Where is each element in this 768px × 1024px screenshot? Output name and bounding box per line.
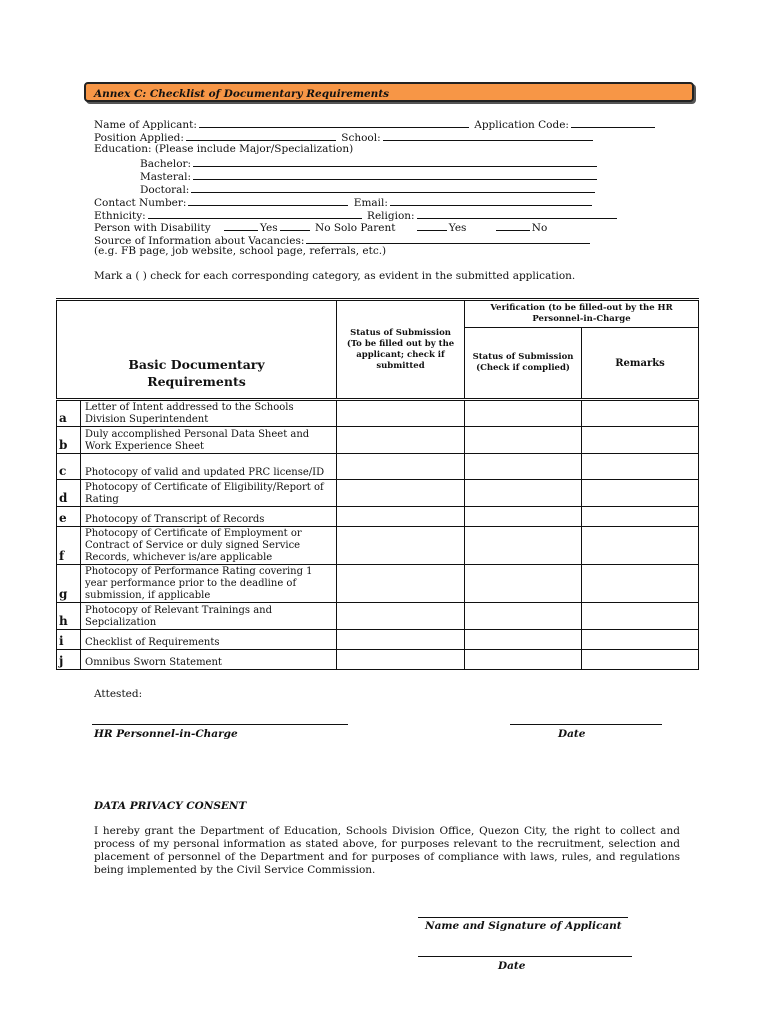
col-verification-label: Verification (to be filled-out by the HR Personnel-in-Charge — [490, 303, 673, 324]
row-requirement: Duly accomplished Personal Data Sheet and Work Experience Sheet — [81, 427, 337, 454]
doctoral-field[interactable] — [191, 182, 595, 193]
verify-status-cell[interactable] — [465, 565, 582, 603]
doctoral-label: Doctoral: — [140, 184, 190, 196]
app-code-label: Application Code: — [474, 119, 569, 131]
row-letter: i — [57, 630, 81, 650]
col-status-check-label: Status of Submission (Check if complied) — [472, 352, 574, 373]
solo-yes-field[interactable] — [417, 220, 447, 231]
religion-label: Religion: — [367, 210, 415, 222]
ethnicity-field[interactable] — [148, 208, 362, 219]
masteral-field[interactable] — [193, 169, 597, 180]
contact-label: Contact Number: — [94, 197, 187, 209]
remarks-cell[interactable] — [582, 427, 699, 454]
table-row — [57, 427, 699, 454]
verify-status-cell[interactable] — [465, 454, 582, 480]
row-letter: a — [57, 400, 81, 427]
remarks-cell[interactable] — [582, 630, 699, 650]
remarks-cell[interactable] — [582, 507, 699, 527]
pwd-yes-label: Yes — [260, 222, 278, 234]
school-label: School: — [341, 132, 381, 144]
row-requirement: Photocopy of Transcript of Records — [81, 507, 337, 527]
remarks-cell[interactable] — [582, 480, 699, 507]
masteral-label: Masteral: — [140, 171, 192, 183]
solo-no-label: No — [531, 222, 548, 234]
table-row — [57, 400, 699, 427]
row-requirement: Photocopy of Certificate of Eligibility/Report of Rating — [81, 480, 337, 507]
remarks-cell[interactable] — [582, 454, 699, 480]
remarks-cell[interactable] — [582, 400, 699, 427]
row-letter: d — [57, 480, 81, 507]
pwd-yes-field[interactable] — [224, 220, 258, 231]
row-requirement: Photocopy of Performance Rating covering 1 year performance prior to the deadline of submission, if applicable — [81, 565, 337, 603]
hr-signature-line[interactable] — [92, 724, 348, 725]
email-field[interactable] — [390, 195, 592, 206]
religion-field[interactable] — [417, 208, 617, 219]
status-cell[interactable] — [337, 603, 465, 630]
verify-status-cell[interactable] — [465, 427, 582, 454]
col-status-check-header — [465, 328, 582, 400]
app-code-field[interactable] — [571, 117, 655, 128]
applicant-date-line[interactable] — [418, 956, 632, 957]
hr-date-line[interactable] — [510, 724, 662, 725]
verify-status-cell[interactable] — [465, 603, 582, 630]
source-label: Source of Information about Vacancies: — [94, 235, 305, 247]
verify-status-cell[interactable] — [465, 400, 582, 427]
table-row — [57, 650, 699, 670]
attested-label: Attested: — [94, 688, 143, 700]
annex-title: Annex C: Checklist of Documentary Requirements — [84, 82, 694, 102]
contact-field[interactable] — [188, 195, 348, 206]
consent-text: I hereby grant the Department of Education, Schools Division Office, Quezon City, the right to collect and process of my personal information as stated above, for purposes relevant to the recruitment, selection and placement of personnel of the Department and for purposes of compliance with laws, rules, and regulations being implemented by the Civil Service Commission. — [94, 825, 680, 876]
email-label: Email: — [353, 197, 388, 209]
verify-status-cell[interactable] — [465, 527, 582, 565]
table-row — [57, 565, 699, 603]
row-letter: b — [57, 427, 81, 454]
solo-parent-label: No Solo Parent — [315, 222, 396, 234]
source-hint: (e.g. FB page, job website, school page, referrals, etc.) — [94, 245, 387, 257]
col-status-label: Status of Submission (To be filled out by the applicant; check if submitted — [346, 327, 455, 371]
solo-yes-label: Yes — [448, 222, 467, 234]
row-requirement: Letter of Intent addressed to the Schools Division Superintendent — [81, 400, 337, 427]
hr-label: HR Personnel-in-Charge — [94, 728, 238, 740]
remarks-cell[interactable] — [582, 565, 699, 603]
table-row — [57, 507, 699, 527]
remarks-cell[interactable] — [582, 603, 699, 630]
col-remarks-header — [582, 328, 699, 400]
col-requirements-header — [57, 300, 337, 400]
verify-status-cell[interactable] — [465, 630, 582, 650]
requirements-table — [56, 298, 699, 670]
row-letter: j — [57, 650, 81, 670]
status-cell[interactable] — [337, 527, 465, 565]
col-verification-header — [465, 300, 699, 328]
pwd-label: Person with Disability — [94, 222, 211, 234]
ethnicity-label: Ethnicity: — [94, 210, 146, 222]
status-cell[interactable] — [337, 400, 465, 427]
row-requirement: Omnibus Sworn Statement — [81, 650, 337, 670]
verify-status-cell[interactable] — [465, 650, 582, 670]
applicant-date-label: Date — [498, 960, 526, 972]
source-field[interactable] — [306, 233, 590, 244]
row-letter: g — [57, 565, 81, 603]
remarks-cell[interactable] — [582, 527, 699, 565]
table-row — [57, 454, 699, 480]
instruction-text: Mark a ( ) check for each corresponding category, as evident in the submitted application. — [94, 270, 576, 282]
col-remarks-label: Remarks — [615, 357, 665, 369]
verify-status-cell[interactable] — [465, 480, 582, 507]
row-letter: c — [57, 454, 81, 480]
status-cell[interactable] — [337, 427, 465, 454]
col-requirements-label: Basic Documentary Requirements — [128, 357, 265, 389]
bachelor-field[interactable] — [193, 156, 597, 167]
bachelor-label: Bachelor: — [140, 158, 192, 170]
name-label: Name of Applicant: — [94, 119, 197, 131]
pwd-no-field[interactable] — [280, 220, 310, 231]
row-requirement: Checklist of Requirements — [81, 630, 337, 650]
row-requirement: Photocopy of Relevant Trainings and Sepcialization — [81, 603, 337, 630]
verify-status-cell[interactable] — [465, 507, 582, 527]
table-row — [57, 527, 699, 565]
row-requirement: Photocopy of Certificate of Employment or Contract of Service or duly signed Service Records, whichever is/are applicable — [81, 527, 337, 565]
row-letter: f — [57, 527, 81, 565]
status-cell[interactable] — [337, 454, 465, 480]
status-cell[interactable] — [337, 507, 465, 527]
position-field[interactable] — [186, 130, 336, 141]
status-cell[interactable] — [337, 565, 465, 603]
position-label: Position Applied: — [94, 132, 184, 144]
hr-date-label: Date — [558, 728, 586, 740]
row-letter: h — [57, 603, 81, 630]
table-row — [57, 603, 699, 630]
status-cell[interactable] — [337, 650, 465, 670]
col-status-header — [337, 300, 465, 400]
name-field[interactable] — [199, 117, 469, 128]
school-field[interactable] — [383, 130, 593, 141]
status-cell[interactable] — [337, 630, 465, 650]
table-row — [57, 480, 699, 507]
status-cell[interactable] — [337, 480, 465, 507]
applicant-signature-line[interactable] — [418, 917, 628, 918]
applicant-sig-label: Name and Signature of Applicant — [425, 920, 622, 932]
row-letter: e — [57, 507, 81, 527]
table-row — [57, 630, 699, 650]
row-requirement: Photocopy of valid and updated PRC license/ID — [81, 454, 337, 480]
remarks-cell[interactable] — [582, 650, 699, 670]
consent-title: DATA PRIVACY CONSENT — [94, 800, 247, 812]
education-label: Education: (Please include Major/Specialization) — [94, 143, 354, 155]
solo-no-field[interactable] — [496, 220, 530, 231]
